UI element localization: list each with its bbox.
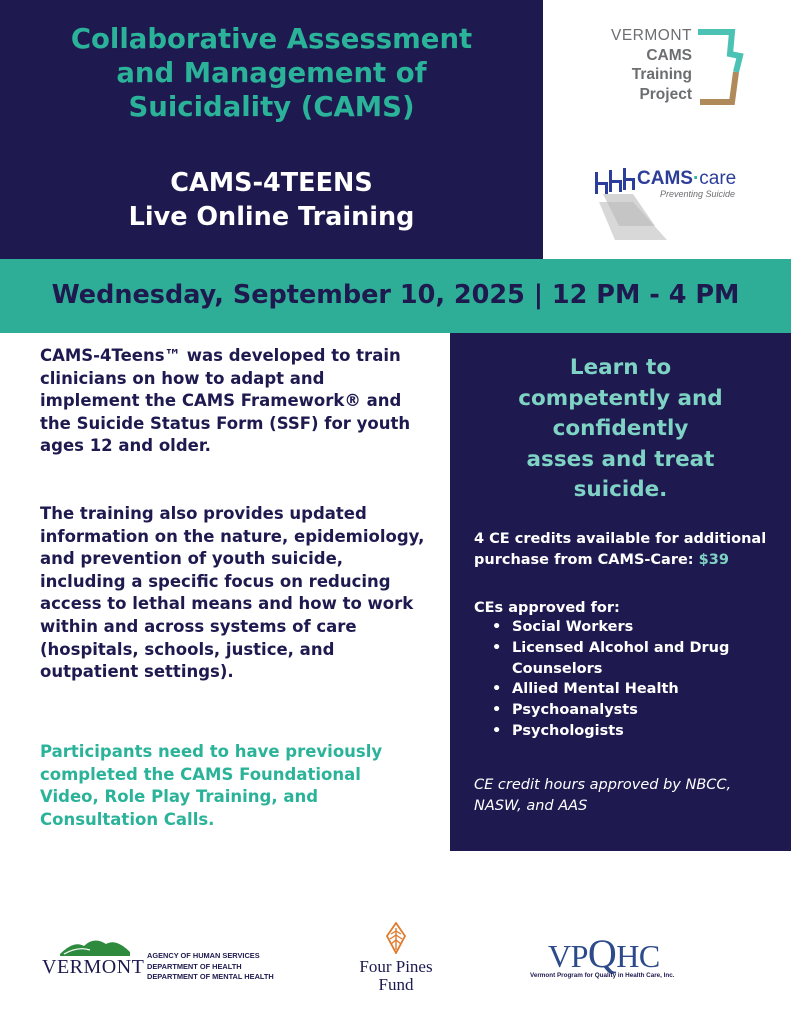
- prerequisites-paragraph: Participants need to have previously completed the CAMS Foundational Video, Role Play Training, and Consultation Calls.: [40, 742, 383, 829]
- ce-hours-note: CE credit hours approved by NBCC, NASW, and AAS: [474, 777, 732, 814]
- ce-credits-text: 4 CE credits available for additional purchase from CAMS-Care:: [474, 531, 767, 568]
- list-item: • Allied Mental Health: [492, 679, 772, 700]
- vpqhc-tagline: Vermont Program for Quality in Health Care, Inc.: [530, 972, 675, 979]
- cams-care-logo: [593, 164, 753, 240]
- vt-cams-logo-line2: CAMS: [646, 46, 692, 64]
- vermont-agency-logo: [42, 934, 292, 984]
- list-item: • Social Workers: [492, 617, 772, 638]
- vt-cams-logo-line4: Project: [639, 85, 692, 103]
- vpqhc-logo: [530, 930, 710, 985]
- ce-approved-heading: CEs approved for:: [474, 600, 620, 616]
- learn-headline: Learn to competently and confidently asses and treat suicide.: [518, 355, 723, 502]
- vt-cams-logo-line1: VERMONT: [611, 27, 692, 44]
- vpqhc-wordmark: [548, 930, 660, 977]
- four-pines-fund-name: Four Pines Fund: [359, 957, 433, 994]
- vt-cams-logo-text: [598, 26, 692, 104]
- vpqhc-vp: VP: [548, 938, 588, 974]
- ce-approved-list: [492, 617, 772, 742]
- vermont-agency-text: [147, 951, 274, 983]
- event-date-time: Wednesday, September 10, 2025 | 12 PM - 4 PM: [51, 280, 740, 310]
- vpqhc-q: Q: [587, 931, 617, 976]
- vt-cams-logo-line3: Training: [631, 66, 692, 83]
- green-mountains-icon: [60, 934, 130, 956]
- vermont-cams-training-project-logo: [598, 26, 748, 108]
- list-item: • Licensed Alcohol and Drug Counselors: [492, 638, 772, 680]
- vermont-state-outline-icon: [694, 28, 748, 106]
- page-subtitle: CAMS-4TEENS Live Online Training: [128, 168, 415, 232]
- cams-care-name-suffix: care: [699, 168, 737, 189]
- page-title: Collaborative Assessment and Management of Suicidality (CAMS): [70, 23, 473, 123]
- list-item: • Psychologists: [492, 721, 772, 742]
- cams-care-tagline: Preventing Suicide: [660, 189, 736, 199]
- description-paragraph-1: CAMS-4Teens™ was developed to train clinicians on how to adapt and implement the CAMS Framework® and the Suicide Status Form (SSF) for youth ages 12 and older.: [40, 346, 411, 456]
- four-pines-fund-logo: [343, 922, 449, 994]
- agency-line-3: DEPARTMENT OF MENTAL HEALTH: [147, 972, 274, 981]
- cams-care-name: CAMS·care: [637, 168, 737, 189]
- agency-line-2: DEPARTMENT OF HEALTH: [147, 961, 242, 971]
- pine-tree-icon: [385, 922, 407, 954]
- vermont-wordmark: VERMONT: [42, 956, 145, 978]
- cams-care-name-main: CAMS: [637, 168, 693, 189]
- ce-price: $39: [698, 551, 729, 568]
- agency-line-1: AGENCY OF HUMAN SERVICES: [147, 951, 260, 960]
- description-paragraph-2: The training also provides updated information on the nature, epidemiology, and prevention of youth suicide, including a specific focus on reducing access to lethal means and how to work within and across systems of care (hospitals, schools, justice, and outpatient settings).: [40, 504, 425, 682]
- ce-credits-info: [474, 529, 784, 570]
- list-item: • Psychoanalysts: [492, 700, 772, 721]
- vpqhc-hc: HC: [616, 938, 660, 974]
